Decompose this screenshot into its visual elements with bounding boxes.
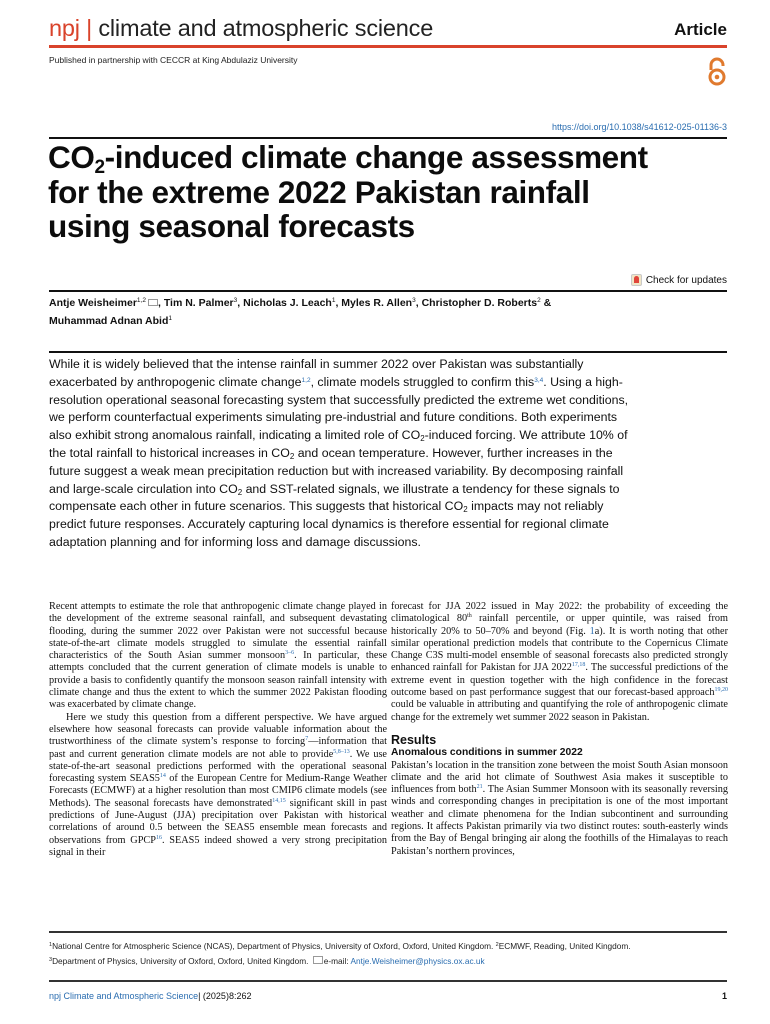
affiliation-number: 2: [495, 942, 499, 948]
check-for-updates-icon: [631, 274, 642, 286]
author-affiliation: 1,2: [136, 297, 146, 304]
email-icon[interactable]: [148, 299, 158, 306]
body-column-left: [49, 601, 387, 859]
author-affiliation: 3: [233, 297, 238, 304]
email-label: e-mail:: [323, 955, 351, 966]
affiliation-text: ECMWF, Reading, United Kingdom.: [498, 941, 631, 951]
body-text: Recent attempts to estimate the role that anthropogenic climate change played in the development of the extreme seasonal rainfall, and subsequent devastating flooding, during the summer 2022 over Pakistan were not successful because state-of-the-art climate models struggled to simulate the essential rainfall characteristics of the South Asian summer monsoon: [49, 601, 387, 662]
check-for-updates-label: Check for updates: [645, 274, 727, 286]
body-text: could be valuable in attributing and quantifying the role of anthropogenic climate change for the extremely wet summer 2022 season in Pakistan.: [391, 699, 728, 723]
citation-link[interactable]: 14: [159, 773, 166, 780]
authors-top-rule: [49, 290, 727, 292]
author-separator: ,: [335, 297, 342, 309]
title-line1: -induced climate change assessment: [104, 139, 648, 175]
body-text: . In particular, these attempts concluded that the current generation of climate models is unable to provide a basis to confidently quantify the monsoon season rainfall intensity with climate change and thus the extent to which the summer 2022 Pakistan flooding was exacerbated by climate change.: [49, 650, 387, 711]
author-separator: ,: [237, 297, 244, 309]
abstract-text: , climate models struggled to confirm this: [310, 374, 535, 389]
footer-journal-link[interactable]: npj Climate and Atmospheric Science: [49, 991, 199, 1001]
author-affiliation: 1: [168, 314, 173, 322]
subscript: 2: [237, 487, 243, 497]
citation-link[interactable]: 14,15: [272, 797, 286, 804]
abstract-text: and ocean temperature. However, further increases in the future suggest a weak mean precipitation reduction but with increased variability. By decomposing rainfall and large-scale circulation into CO: [49, 445, 624, 496]
paragraph: [49, 712, 387, 860]
author-affiliation: 2: [537, 297, 541, 304]
footer-citation: [49, 991, 251, 1001]
affiliation-number: 3: [49, 956, 53, 963]
title-line3: using seasonal forecasts: [48, 208, 415, 244]
citation-link[interactable]: 1,2: [301, 376, 311, 384]
abstract-text: impacts may not reliably predict future responses. Accurately capturing local dynamics is therefore essential for regional climate adaptation planning and for informing loss and damage discussions.: [49, 499, 609, 549]
author-name[interactable]: Myles R. Allen: [341, 297, 413, 309]
affiliation-text: National Centre for Atmospheric Science (NCAS), Department of Physics, University of Oxford, Oxford, United Kingdom.: [52, 941, 496, 951]
author-affiliation: 3: [412, 297, 416, 304]
subscript: 2: [463, 505, 468, 515]
footer-rule: [49, 980, 727, 982]
subscript: 2: [289, 451, 295, 461]
journal-name: [49, 15, 433, 42]
body-text: a). It is worth noting that other similar operational prediction models that contribute to the Copernicus Climate Change C3S multi-model ensemble of seasonal forecasts also predicted strongly enhanced rainfall for Pakistan for JJA 2022: [391, 625, 728, 674]
body-text: Pakistan’s location in the transition zone between the moist South Asian monsoon climate and the arid hot climate of Southwest Asia makes it susceptible to influences from both: [391, 759, 728, 796]
author-name[interactable]: Nicholas J. Leach: [243, 297, 332, 309]
abstract-text: . Using a high-resolution operational seasonal forecasting system that successfully predicted the extreme wet conditions, we perform counterfactual experiments simulating pre-industrial and future conditions. Both experiments also exhibit strong anomalous rainfall, indicating a limited role of CO: [49, 374, 629, 443]
abstract-text: and SST-related signals, we illustrate a tendency for these signals to compensate each other in future scenarios. This suggests that historical CO: [49, 481, 620, 514]
affiliation-number: 1: [49, 942, 53, 948]
body-text: . The Asian Summer Monsoon with its seasonally reversing winds and corresponding changes in precipitation is one of the most important weather and climate phenomena for the Indian subcontinent and surrounding regions. It affects Pakistan primarily via two distinct routes: south-easterly winds from the Bay of Bengal bringing air along the foothills of the Himalayas to reach Pakistan’s northern provinces,: [391, 784, 728, 857]
check-for-updates-button[interactable]: [631, 274, 727, 286]
author-name[interactable]: Christopher D. Roberts: [421, 297, 538, 309]
citation-link[interactable]: 3–6: [285, 650, 295, 657]
email-icon: [313, 956, 323, 964]
author-affiliation: 1: [331, 297, 336, 304]
author-name[interactable]: Antje Weisheimer: [49, 297, 137, 309]
title-line2: for the extreme 2022 Pakistan rainfall: [48, 173, 590, 210]
ordinal-suffix: th: [467, 613, 472, 620]
author-name[interactable]: Muhammad Adnan Abid: [49, 314, 169, 327]
title-co: CO: [48, 139, 95, 175]
body-column-right: [391, 601, 728, 858]
section-heading-results: Results: [391, 732, 437, 747]
abstract: [49, 356, 639, 552]
author-list: [49, 295, 729, 330]
subscript: 2: [420, 434, 425, 444]
journal-title: climate and atmospheric science: [98, 15, 434, 41]
doi-link[interactable]: https://doi.org/10.1038/s41612-025-01136-3: [552, 122, 727, 132]
email-link[interactable]: Antje.Weisheimer@physics.ox.ac.uk: [350, 955, 485, 966]
body-text: . SEAS5 indeed showed a very strong precipitation signal in their: [49, 834, 388, 858]
body-text: forecast for JJA 2022 issued in May 2022: the probability of exceeding the climatological 80: [391, 601, 728, 625]
body-text: —information that past and current generation climate models are not able to provide: [49, 736, 387, 760]
body-text: rainfall percentile, or upper quintile, was raised from historically 20% to 50–70% and beyond (Fig.: [391, 613, 729, 637]
title-subscript: 2: [94, 157, 105, 178]
open-access-lock-icon: [707, 57, 727, 87]
author-separator: ,: [157, 297, 164, 309]
paragraph: [391, 760, 728, 858]
footnote-rule: [49, 931, 727, 933]
figure-link[interactable]: 1: [589, 625, 595, 637]
affiliation-text: Department of Physics, University of Oxford, Oxford, United Kingdom.: [52, 955, 311, 966]
citation-link[interactable]: 5,8–13: [333, 748, 350, 755]
citation-link[interactable]: 7: [305, 736, 309, 743]
footer-volume: (2025)8:262: [202, 991, 252, 1001]
abstract-text: While it is widely believed that the intense rainfall in summer 2022 over Pakistan was substantially exacerbated by anthropogenic climate change: [49, 357, 584, 389]
journal-separator: |: [86, 15, 93, 41]
header-rule: [49, 45, 727, 48]
paragraph: [391, 601, 728, 724]
citation-link[interactable]: 21: [476, 784, 483, 791]
paragraph: [49, 601, 387, 712]
author-separator: &: [540, 297, 552, 309]
author-name[interactable]: Tim N. Palmer: [163, 297, 234, 309]
author-separator: ,: [415, 297, 422, 309]
body-text: . We use state-of-the-art seasonal predictions performed with the operational seasonal forecasting system SEAS5: [49, 748, 387, 785]
citation-link[interactable]: 19,20: [714, 687, 728, 694]
footer-separator: |: [198, 991, 203, 1001]
article-title: [48, 140, 738, 244]
journal-prefix: npj: [49, 15, 80, 41]
subsection-heading: Anomalous conditions in summer 2022: [391, 747, 583, 759]
body-text: . The successful predictions of the extreme event in question together with the high confidence in the forecast outcome based on past performance suggest that our forecast-based approach: [391, 662, 728, 699]
page-number: 1: [721, 991, 727, 1001]
affiliations: [49, 939, 739, 968]
abstract-text: -induced forcing. We attribute 10% of the total rainfall to historical increases in CO: [49, 428, 628, 460]
article-type-label: Article: [674, 20, 727, 39]
partnership-note: Published in partnership with CECCR at King Abdulaziz University: [49, 55, 298, 65]
body-text: significant skill in past predictions of June-August (JJA) precipitation over Pakistan with historical correlations of around 0.5 between the SEAS5 ensemble mean forecasts and observations from GPCP: [49, 797, 387, 846]
citation-link[interactable]: 3,4: [534, 376, 544, 384]
citation-link[interactable]: 17,18: [571, 662, 586, 669]
body-text: Here we study this question from a different perspective. We have argued elsewhere how seasonal forecasts can provide valuable information about the trustworthiness of the climate system’s response to forcing: [49, 711, 387, 748]
citation-link[interactable]: 16: [155, 834, 162, 841]
body-text: of the European Centre for Medium-Range Weather Forecasts (ECMWF) at a higher resolution than most CMIP6 climate models (see Methods). The seasonal forecasts have demonstrated: [49, 773, 387, 809]
abstract-top-rule: [49, 351, 727, 353]
